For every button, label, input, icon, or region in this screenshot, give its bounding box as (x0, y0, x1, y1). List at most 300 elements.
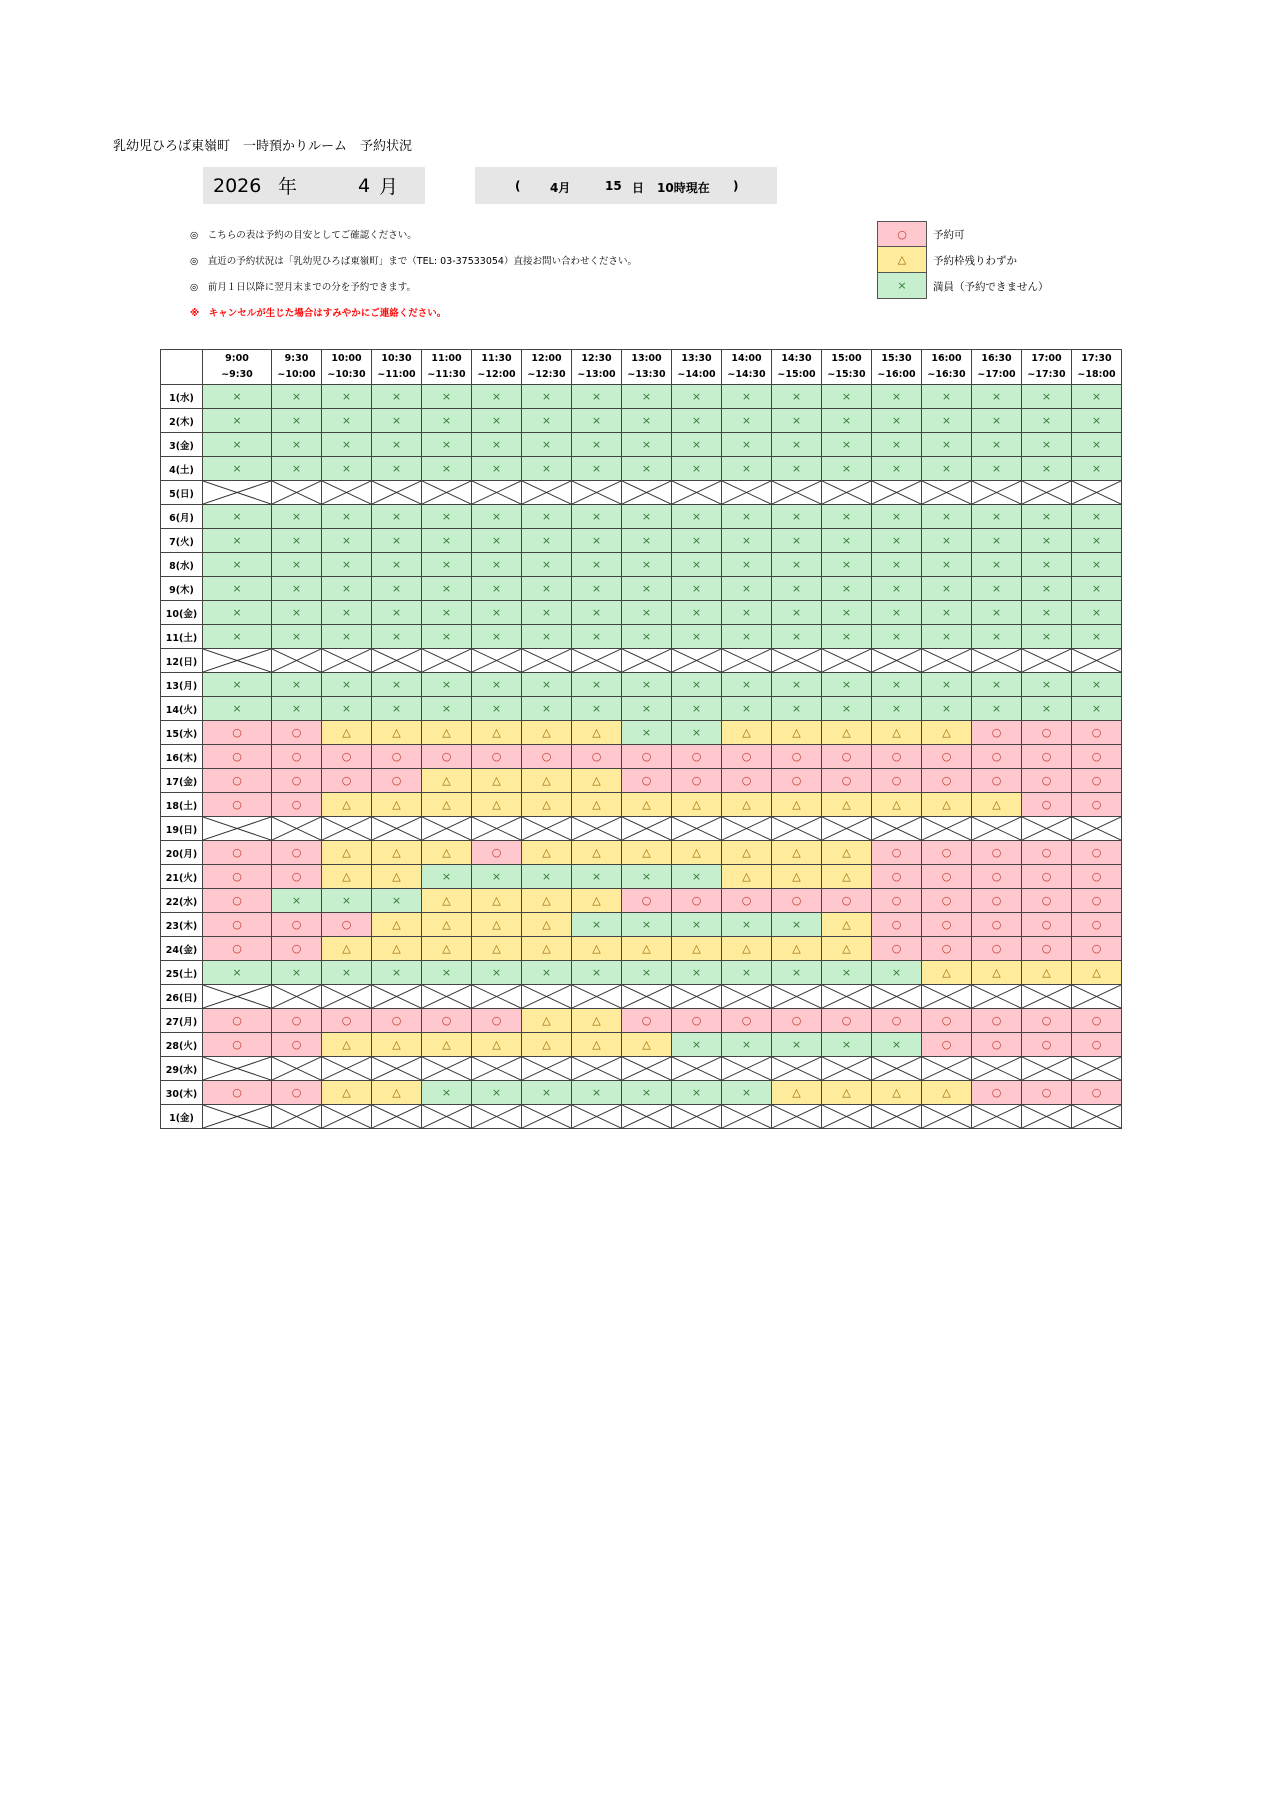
day-label: 30(木) (161, 1081, 203, 1105)
slot-available: ○ (872, 937, 922, 961)
time-slot-header (622, 350, 672, 385)
slot-full: × (322, 625, 372, 649)
closed-cell (572, 481, 622, 505)
slot-few-left: △ (572, 721, 622, 745)
closed-cross-icon (322, 1105, 371, 1128)
slot-few-left: △ (422, 889, 472, 913)
table-row (161, 1057, 1122, 1081)
slot-available: ○ (203, 841, 272, 865)
slot-full: × (1072, 697, 1122, 721)
slot-available: ○ (203, 937, 272, 961)
closed-cell (422, 817, 472, 841)
closed-cell (872, 985, 922, 1009)
closed-cross-icon (922, 1105, 971, 1128)
page-title: 乳幼児ひろば東嶺町 一時預かりルーム 予約状況 (113, 139, 413, 154)
slot-full: × (722, 457, 772, 481)
slot-full: × (572, 1081, 622, 1105)
time-slot-header (272, 350, 322, 385)
slot-full: × (272, 553, 322, 577)
slot-full: × (372, 409, 422, 433)
slot-available: ○ (203, 1009, 272, 1033)
closed-cell (672, 1057, 722, 1081)
slot-full: × (972, 385, 1022, 409)
slot-available: ○ (1022, 937, 1072, 961)
closed-cell (472, 1057, 522, 1081)
slot-few-left: △ (872, 1081, 922, 1105)
slot-full: × (272, 385, 322, 409)
slot-full: × (822, 601, 872, 625)
slot-full: × (322, 673, 372, 697)
table-row (161, 1009, 1122, 1033)
slot-available: ○ (672, 769, 722, 793)
time-slot-end: ~14:00 (677, 369, 716, 380)
slot-full: × (772, 385, 822, 409)
slot-full: × (722, 1081, 772, 1105)
slot-full: × (772, 913, 822, 937)
closed-cell (1022, 817, 1072, 841)
closed-cell (972, 817, 1022, 841)
closed-cell (522, 985, 572, 1009)
slot-full: × (472, 385, 522, 409)
closed-cell (772, 481, 822, 505)
slot-full: × (772, 505, 822, 529)
slot-full: × (622, 961, 672, 985)
closed-cell (522, 1057, 572, 1081)
closed-cross-icon (572, 1057, 621, 1080)
slot-few-left: △ (522, 721, 572, 745)
slot-full: × (272, 673, 322, 697)
slot-few-left: △ (472, 1033, 522, 1057)
slot-few-left: △ (872, 721, 922, 745)
closed-cross-icon (622, 1105, 671, 1128)
slot-available: ○ (672, 745, 722, 769)
slot-few-left: △ (422, 1033, 472, 1057)
slot-full: × (1072, 601, 1122, 625)
closed-cell (522, 649, 572, 673)
legend-item-few-left (877, 247, 1049, 273)
closed-cross-icon (872, 1057, 921, 1080)
slot-few-left: △ (472, 769, 522, 793)
closed-cell (822, 985, 872, 1009)
slot-full: × (972, 577, 1022, 601)
closed-cross-icon (522, 481, 571, 504)
day-label: 20(月) (161, 841, 203, 865)
closed-cell (622, 817, 672, 841)
day-label: 15(水) (161, 721, 203, 745)
closed-cell (522, 481, 572, 505)
slot-available: ○ (322, 913, 372, 937)
slot-full: × (322, 409, 372, 433)
slot-available: ○ (572, 745, 622, 769)
time-slot-end: ~15:00 (777, 369, 816, 380)
slot-few-left: △ (372, 793, 422, 817)
slot-few-left: △ (822, 937, 872, 961)
table-row (161, 625, 1122, 649)
closed-cell (1022, 649, 1072, 673)
time-slot-header (203, 350, 272, 385)
closed-cross-icon (672, 649, 721, 672)
slot-available: ○ (972, 937, 1022, 961)
slot-available: ○ (372, 769, 422, 793)
closed-cross-icon (1072, 1057, 1121, 1080)
time-slot-end: ~12:00 (477, 369, 516, 380)
day-label: 18(土) (161, 793, 203, 817)
time-slot-end: ~15:30 (827, 369, 866, 380)
closed-cell (203, 481, 272, 505)
closed-cross-icon (972, 481, 1021, 504)
slot-full: × (672, 673, 722, 697)
slot-full: × (472, 601, 522, 625)
slot-full: × (322, 385, 372, 409)
closed-cross-icon (722, 817, 771, 840)
closed-cross-icon (472, 1105, 521, 1128)
closed-cell (722, 649, 772, 673)
day-label: 6(月) (161, 505, 203, 529)
closed-cross-icon (322, 985, 371, 1008)
closed-cell (422, 481, 472, 505)
slot-full: × (722, 1033, 772, 1057)
table-row (161, 409, 1122, 433)
closed-cross-icon (572, 481, 621, 504)
month-value: 4 (358, 174, 371, 197)
time-slot-end: ~10:30 (327, 369, 366, 380)
slot-available: ○ (1022, 841, 1072, 865)
closed-cross-icon (1022, 985, 1071, 1008)
slot-full: × (1072, 529, 1122, 553)
slot-full: × (522, 673, 572, 697)
closed-cell (822, 1105, 872, 1129)
slot-full: × (872, 961, 922, 985)
slot-available: ○ (772, 745, 822, 769)
closed-cell (472, 481, 522, 505)
closed-cross-icon (922, 1057, 971, 1080)
closed-cross-icon (472, 649, 521, 672)
slot-full: × (972, 601, 1022, 625)
legend-item-full (877, 273, 1049, 299)
closed-cross-icon (322, 649, 371, 672)
closed-cell (203, 985, 272, 1009)
slot-available: ○ (1072, 889, 1122, 913)
slot-full: × (322, 961, 372, 985)
closed-cell (622, 1105, 672, 1129)
slot-available: ○ (1022, 865, 1072, 889)
closed-cross-icon (272, 481, 321, 504)
slot-full: × (1022, 553, 1072, 577)
slot-full: × (1022, 457, 1072, 481)
slot-full: × (572, 625, 622, 649)
day-label: 19(日) (161, 817, 203, 841)
closed-cross-icon (1072, 481, 1121, 504)
slot-full: × (922, 577, 972, 601)
slot-few-left: △ (622, 937, 672, 961)
slot-full: × (672, 913, 722, 937)
as-of-close-paren: ) (733, 179, 739, 193)
slot-full: × (672, 697, 722, 721)
slot-full: × (622, 865, 672, 889)
slot-full: × (472, 457, 522, 481)
slot-available: ○ (1072, 841, 1122, 865)
slot-full: × (1072, 673, 1122, 697)
slot-few-left: △ (772, 721, 822, 745)
slot-full: × (772, 673, 822, 697)
closed-cross-icon (422, 481, 471, 504)
slot-full: × (203, 697, 272, 721)
slot-full: × (922, 625, 972, 649)
slot-few-left: △ (322, 721, 372, 745)
slot-full: × (722, 625, 772, 649)
closed-cell (972, 1057, 1022, 1081)
closed-cross-icon (522, 985, 571, 1008)
time-slot-start: 12:00 (531, 353, 562, 364)
day-label: 10(金) (161, 601, 203, 625)
closed-cell (722, 985, 772, 1009)
slot-available: ○ (1072, 865, 1122, 889)
slot-full: × (522, 553, 572, 577)
slot-full: × (772, 1033, 822, 1057)
closed-cell (672, 985, 722, 1009)
slot-available: ○ (272, 745, 322, 769)
time-slot-start: 15:30 (881, 353, 912, 364)
slot-available: ○ (922, 1009, 972, 1033)
table-row (161, 793, 1122, 817)
slot-available: ○ (1072, 1009, 1122, 1033)
closed-cross-icon (203, 1057, 271, 1080)
closed-cell (272, 1105, 322, 1129)
slot-full: × (472, 505, 522, 529)
slot-full: × (622, 553, 672, 577)
slot-full: × (472, 409, 522, 433)
closed-cell (922, 817, 972, 841)
slot-full: × (822, 457, 872, 481)
closed-cross-icon (272, 1057, 321, 1080)
slot-few-left: △ (672, 937, 722, 961)
slot-full: × (872, 1033, 922, 1057)
slot-full: × (672, 961, 722, 985)
closed-cell (772, 1057, 822, 1081)
table-row (161, 745, 1122, 769)
time-slot-start: 11:00 (431, 353, 462, 364)
closed-cross-icon (1022, 649, 1071, 672)
closed-cell (472, 649, 522, 673)
slot-full: × (972, 457, 1022, 481)
slot-few-left: △ (922, 721, 972, 745)
day-label: 1(金) (161, 1105, 203, 1129)
legend-swatch-available: ○ (877, 221, 927, 247)
slot-available: ○ (822, 769, 872, 793)
closed-cell (772, 985, 822, 1009)
slot-available: ○ (272, 865, 322, 889)
slot-full: × (203, 457, 272, 481)
slot-full: × (672, 625, 722, 649)
slot-available: ○ (922, 913, 972, 937)
closed-cell (472, 817, 522, 841)
slot-full: × (322, 889, 372, 913)
slot-full: × (203, 625, 272, 649)
year-value: 2026 (213, 174, 262, 197)
slot-few-left: △ (822, 793, 872, 817)
table-row (161, 601, 1122, 625)
closed-cell (572, 649, 622, 673)
slot-full: × (203, 673, 272, 697)
slot-available: ○ (472, 745, 522, 769)
closed-cross-icon (203, 985, 271, 1008)
time-slot-start: 16:30 (981, 353, 1012, 364)
slot-full: × (422, 457, 472, 481)
slot-full: × (203, 529, 272, 553)
closed-cross-icon (872, 817, 921, 840)
slot-few-left: △ (822, 721, 872, 745)
time-slot-start: 10:30 (381, 353, 412, 364)
closed-cross-icon (203, 649, 271, 672)
slot-few-left: △ (322, 841, 372, 865)
closed-cell (922, 481, 972, 505)
slot-full: × (372, 457, 422, 481)
closed-cross-icon (572, 649, 621, 672)
slot-full: × (472, 625, 522, 649)
slot-full: × (1022, 625, 1072, 649)
slot-full: × (572, 457, 622, 481)
slot-full: × (722, 529, 772, 553)
slot-full: × (272, 433, 322, 457)
slot-available: ○ (622, 745, 672, 769)
time-slot-header (722, 350, 772, 385)
closed-cell (1072, 985, 1122, 1009)
note-line: ◎ 前月１日以降に翌月末までの分を予約できます。 (190, 282, 417, 293)
slot-few-left: △ (422, 937, 472, 961)
closed-cross-icon (872, 1105, 921, 1128)
slot-full: × (372, 961, 422, 985)
slot-full: × (322, 433, 372, 457)
closed-cell (622, 649, 672, 673)
table-row (161, 697, 1122, 721)
closed-cell (322, 1105, 372, 1129)
slot-full: × (422, 529, 472, 553)
day-label: 23(木) (161, 913, 203, 937)
slot-full: × (772, 553, 822, 577)
day-label: 28(火) (161, 1033, 203, 1057)
day-label: 12(日) (161, 649, 203, 673)
slot-available: ○ (1022, 889, 1072, 913)
slot-available: ○ (1022, 1081, 1072, 1105)
closed-cross-icon (422, 817, 471, 840)
closed-cell (672, 817, 722, 841)
slot-full: × (822, 433, 872, 457)
slot-full: × (272, 889, 322, 913)
as-of-month: 4月 (550, 181, 571, 195)
slot-full: × (1022, 433, 1072, 457)
slot-few-left: △ (972, 793, 1022, 817)
closed-cross-icon (1022, 817, 1071, 840)
slot-available: ○ (972, 1033, 1022, 1057)
slot-full: × (972, 625, 1022, 649)
slot-available: ○ (1022, 721, 1072, 745)
slot-full: × (722, 601, 772, 625)
closed-cross-icon (1072, 985, 1121, 1008)
slot-full: × (472, 577, 522, 601)
closed-cross-icon (372, 985, 421, 1008)
slot-few-left: △ (672, 793, 722, 817)
time-slot-start: 11:30 (481, 353, 512, 364)
slot-available: ○ (1022, 769, 1072, 793)
closed-cross-icon (922, 985, 971, 1008)
slot-full: × (1072, 553, 1122, 577)
slot-available: ○ (822, 1009, 872, 1033)
day-label: 11(土) (161, 625, 203, 649)
slot-full: × (272, 457, 322, 481)
slot-few-left: △ (622, 841, 672, 865)
table-row (161, 457, 1122, 481)
slot-full: × (272, 697, 322, 721)
slot-full: × (522, 697, 572, 721)
slot-full: × (922, 433, 972, 457)
slot-full: × (672, 1081, 722, 1105)
slot-full: × (422, 577, 472, 601)
closed-cell (722, 1105, 772, 1129)
slot-full: × (672, 433, 722, 457)
slot-available: ○ (922, 889, 972, 913)
slot-available: ○ (972, 841, 1022, 865)
closed-cross-icon (922, 817, 971, 840)
slot-full: × (522, 409, 572, 433)
closed-cross-icon (772, 985, 821, 1008)
slot-full: × (1072, 409, 1122, 433)
time-slot-header (422, 350, 472, 385)
slot-full: × (422, 553, 472, 577)
as-of-day: 15 (605, 179, 622, 193)
closed-cell (203, 817, 272, 841)
closed-cross-icon (272, 985, 321, 1008)
slot-available: ○ (772, 769, 822, 793)
slot-few-left: △ (722, 841, 772, 865)
day-label: 14(火) (161, 697, 203, 721)
slot-available: ○ (372, 745, 422, 769)
slot-few-left: △ (472, 721, 522, 745)
closed-cross-icon (522, 817, 571, 840)
time-slot-start: 17:30 (1081, 353, 1112, 364)
closed-cross-icon (422, 985, 471, 1008)
closed-cell (572, 985, 622, 1009)
slot-available: ○ (272, 1081, 322, 1105)
day-label: 21(火) (161, 865, 203, 889)
slot-available: ○ (472, 1009, 522, 1033)
slot-full: × (472, 697, 522, 721)
slot-available: ○ (272, 721, 322, 745)
closed-cell (772, 649, 822, 673)
slot-full: × (322, 577, 372, 601)
slot-few-left: △ (372, 1033, 422, 1057)
slot-available: ○ (1072, 769, 1122, 793)
slot-full: × (872, 505, 922, 529)
table-row (161, 1033, 1122, 1057)
slot-available: ○ (203, 793, 272, 817)
time-slot-end: ~18:00 (1077, 369, 1116, 380)
slot-few-left: △ (422, 841, 472, 865)
slot-full: × (622, 385, 672, 409)
slot-full: × (972, 409, 1022, 433)
slot-few-left: △ (322, 865, 372, 889)
closed-cell (672, 1105, 722, 1129)
table-row (161, 481, 1122, 505)
closed-cross-icon (822, 985, 871, 1008)
closed-cross-icon (1022, 1057, 1071, 1080)
slot-few-left: △ (772, 865, 822, 889)
slot-full: × (722, 673, 772, 697)
slot-full: × (372, 577, 422, 601)
time-slot-end: ~13:30 (627, 369, 666, 380)
legend-label-available: 予約可 (933, 228, 965, 241)
closed-cross-icon (1072, 817, 1121, 840)
table-row (161, 937, 1122, 961)
